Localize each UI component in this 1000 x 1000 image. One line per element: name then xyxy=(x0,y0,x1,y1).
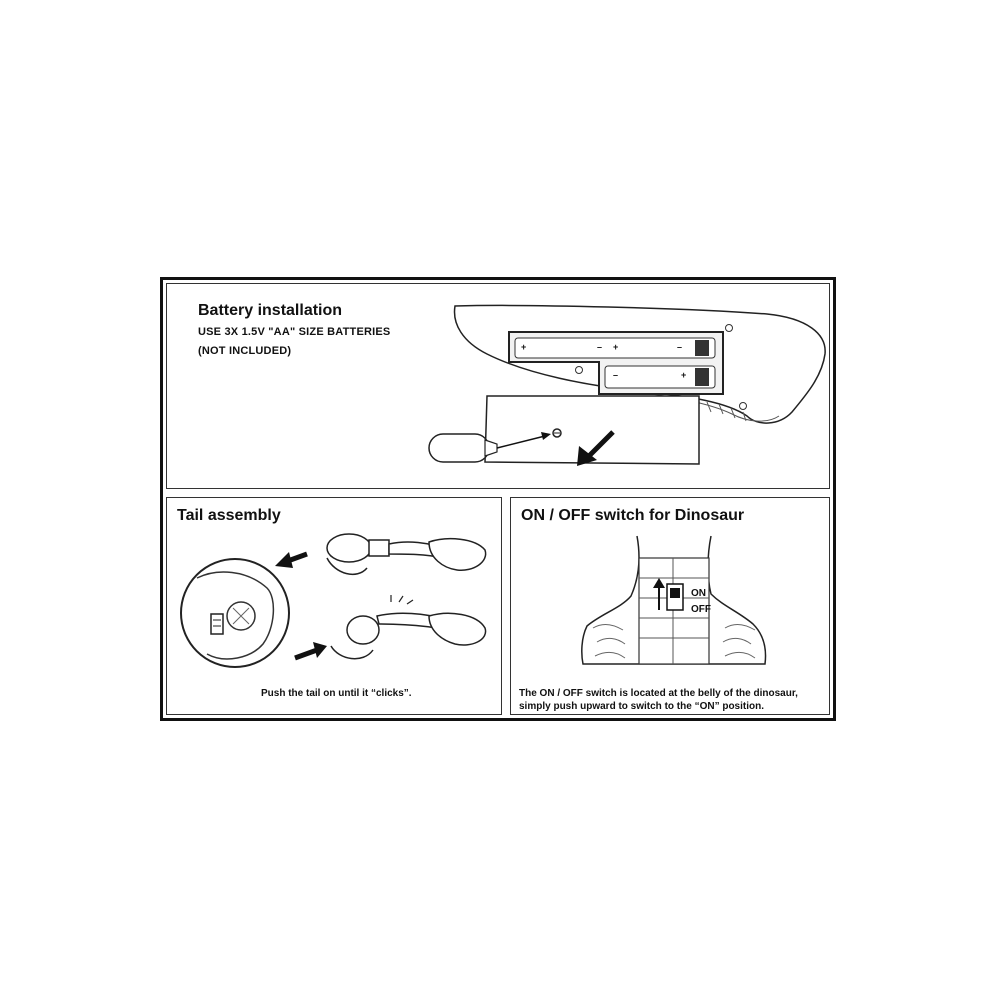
tail-caption: Push the tail on until it “clicks”. xyxy=(261,688,412,699)
battery-title: Battery installation xyxy=(198,302,343,319)
hand-icon xyxy=(331,595,486,659)
polarity-plus-1: + xyxy=(521,342,527,352)
tail-illustration xyxy=(167,498,503,716)
switch-caption-line1: The ON / OFF switch is located at the belly of the dinosaur, xyxy=(519,688,798,699)
polarity-minus-3: – xyxy=(613,370,619,380)
screw-icon xyxy=(553,429,561,437)
belly-illustration xyxy=(511,498,831,716)
tail-panel xyxy=(166,497,502,715)
battery-panel xyxy=(166,283,830,489)
switch-on-label: ON xyxy=(691,588,706,599)
switch-off-label: OFF xyxy=(691,604,711,615)
hand-icon xyxy=(327,534,486,574)
tail-title: Tail assembly xyxy=(177,507,281,524)
switch-caption-line2: simply push upward to switch to the “ON” position. xyxy=(519,701,765,712)
magnifier-icon xyxy=(181,559,289,667)
battery-requirement: USE 3X 1.5V "AA" SIZE BATTERIES xyxy=(198,326,391,338)
polarity-plus-3: + xyxy=(681,370,687,380)
switch-title: ON / OFF switch for Dinosaur xyxy=(521,507,745,524)
polarity-plus-2: + xyxy=(613,342,619,352)
arrow-icon xyxy=(275,552,307,568)
polarity-minus-2: – xyxy=(677,342,683,352)
switch-panel xyxy=(510,497,830,715)
battery-note: (NOT INCLUDED) xyxy=(198,345,292,357)
battery-illustration xyxy=(167,284,831,490)
polarity-minus-1: – xyxy=(597,342,603,352)
arrow-icon xyxy=(295,642,327,658)
